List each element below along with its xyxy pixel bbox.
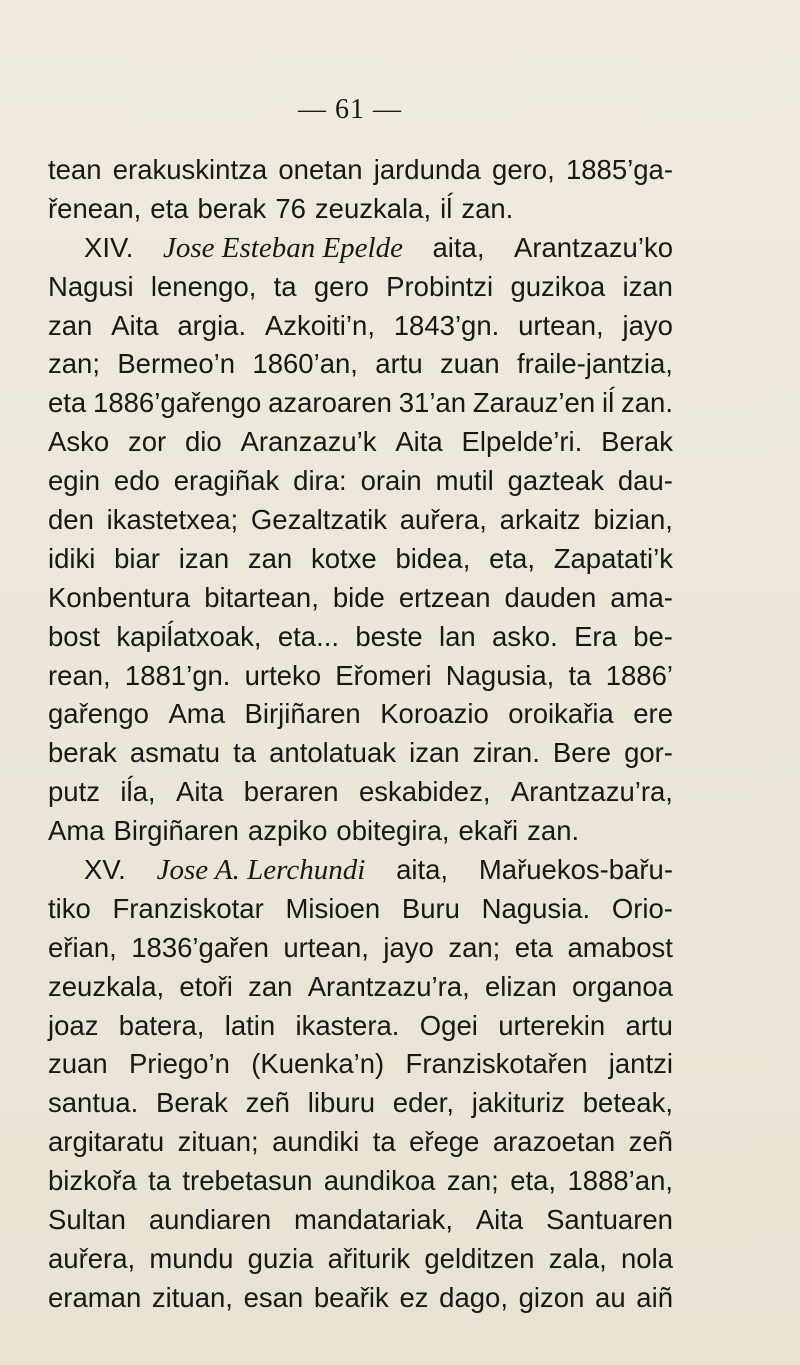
text-line [48, 1240, 673, 1279]
word: zan [247, 542, 293, 574]
page-number: — 61 — [298, 94, 402, 125]
word: trebetasun [182, 1165, 313, 1197]
word: erakuskintza [112, 154, 268, 185]
word: dauden [504, 581, 597, 613]
word: zuan [440, 348, 500, 380]
word: izan [622, 270, 673, 302]
word: gařengo [48, 698, 149, 730]
word: urterekin [498, 1009, 606, 1041]
word: Santuaren [546, 1204, 673, 1236]
text-line [48, 384, 673, 423]
word: ařiturik [327, 1242, 411, 1274]
word: Nagusi [48, 270, 134, 302]
text-line [48, 579, 673, 618]
word: Ogei [419, 1009, 478, 1041]
word: iĺ [601, 387, 615, 419]
word: eta [48, 387, 87, 419]
word: jayo [622, 309, 673, 341]
word: Ama [168, 698, 225, 730]
word: aita, [432, 231, 485, 263]
text-line [48, 268, 673, 307]
word: ekaři [458, 815, 519, 847]
word: aita, [396, 854, 449, 886]
word: Franziskotařen [405, 1048, 588, 1080]
word: XIV. [84, 231, 134, 263]
word: ta [568, 659, 592, 691]
word: aundikoa [323, 1165, 436, 1197]
word: mutil [435, 465, 494, 497]
word: Aita [111, 309, 159, 341]
word: arkaitz [499, 504, 581, 536]
word: ta [372, 1126, 396, 1158]
word: Arantzazu’ra, [510, 776, 673, 808]
word: Berak [601, 426, 673, 458]
text-line [48, 1201, 673, 1240]
word: Buru [401, 892, 460, 924]
word: 1860’an, [252, 348, 358, 380]
word: azpiko [247, 815, 328, 847]
word: aundiaren [148, 1204, 272, 1236]
word: kapiĺatxoak, [116, 620, 262, 652]
word: zan; [448, 931, 501, 963]
word: Zarauz’en [472, 387, 596, 419]
word: arazoetan [492, 1126, 616, 1158]
word: zan [248, 970, 293, 1002]
word: guzia [247, 1242, 314, 1274]
word: be- [633, 620, 673, 652]
word: zeñ [245, 1087, 290, 1119]
word: beraren [243, 776, 339, 808]
word: Koroazio [380, 698, 489, 730]
text-line [48, 1123, 673, 1162]
word: Elpelde’ri. [461, 426, 583, 458]
word: zala, [548, 1242, 607, 1274]
word: asko. [492, 620, 558, 652]
word: biar [114, 542, 160, 574]
word: etoři [179, 970, 233, 1002]
word: putz [48, 776, 100, 808]
word: zan. [527, 815, 580, 847]
word: Azkoiti’n, [264, 309, 375, 341]
word: berak [197, 192, 267, 224]
word: obitegira, [336, 815, 450, 847]
word: dago, [439, 1281, 508, 1313]
word: tean [48, 154, 102, 185]
word: santua. [48, 1087, 139, 1119]
word: liburu [307, 1087, 376, 1119]
text-line [48, 734, 673, 773]
text-line [48, 423, 673, 462]
word: Berak [156, 1087, 228, 1119]
body-text [48, 151, 673, 1318]
word: zeñ [628, 1126, 673, 1158]
word: guzikoa [510, 270, 606, 302]
word: zeuzkala, [314, 192, 432, 224]
word: urtean, [518, 309, 604, 341]
word: Eřomeri [335, 659, 432, 691]
text-line [48, 190, 673, 229]
word: rean, [48, 659, 111, 691]
text-line [48, 462, 673, 501]
text-line [48, 657, 673, 696]
word: Konbentura [48, 581, 191, 613]
word: zor [127, 426, 167, 458]
word: Nagusia. [481, 892, 591, 924]
text-line [48, 345, 673, 384]
word: beařik [313, 1281, 389, 1313]
word: zan [48, 309, 93, 341]
word: jantzi [608, 1048, 673, 1080]
word: Probintzi [386, 270, 494, 302]
word: 1885’ga- [565, 154, 673, 185]
word: kotxe [310, 542, 377, 574]
word: 1886’gařengo [93, 387, 262, 419]
word: Orio- [611, 892, 673, 924]
word: Mařuekos-bařu- [478, 854, 673, 886]
word: řenean, [48, 192, 142, 224]
word: lenengo, [150, 270, 257, 302]
word: aundiki [272, 1126, 360, 1158]
word: bizkořa [48, 1165, 137, 1197]
word: XV. [84, 854, 126, 886]
word: egin [48, 465, 100, 497]
word: gelditzen [424, 1242, 535, 1274]
text-line [48, 851, 673, 890]
italic-name: Jose Esteban Epelde [162, 231, 403, 264]
word: Misioen [285, 892, 381, 924]
word: eta [150, 192, 189, 224]
word: Asko [48, 426, 110, 458]
word: ikastera. [295, 1009, 400, 1041]
word: Birgiñaren [113, 815, 239, 847]
word: batera, [118, 1009, 205, 1041]
word: dau- [617, 465, 673, 497]
word: zan. [461, 192, 514, 224]
word: zan; [48, 348, 100, 380]
word: azaroaren [268, 387, 392, 419]
word: 1881’gn. [124, 659, 231, 691]
word: zituan; [177, 1126, 259, 1158]
word: auřera, [399, 504, 487, 536]
text-line [48, 1084, 673, 1123]
word: Arantzazu’ra, [307, 970, 470, 1002]
word: zuan [48, 1048, 108, 1080]
word: ziran. [472, 737, 540, 769]
word: Nagusia, [445, 659, 555, 691]
word: Aita [395, 426, 443, 458]
text-line [48, 151, 673, 190]
word: ere [633, 698, 673, 730]
word: iĺa, [120, 776, 156, 808]
word: eřege [409, 1126, 480, 1158]
word: Zapatati’k [553, 542, 673, 574]
word: Bere [552, 737, 611, 769]
word: Birjiñaren [244, 698, 361, 730]
word: iĺ [440, 192, 453, 224]
word: asmatu [129, 737, 221, 769]
word: amabost [567, 931, 673, 963]
word: orain [360, 465, 422, 497]
word: dio [184, 426, 222, 458]
word: nola [621, 1242, 673, 1274]
word: argia. [177, 309, 247, 341]
word: latin [224, 1009, 276, 1041]
italic-name: Jose A. Lerchundi [156, 854, 366, 887]
word: eřian, [48, 931, 117, 963]
word: gazteak [507, 465, 604, 497]
word: beste [355, 620, 423, 652]
word: artu [625, 1009, 673, 1041]
word: gor- [624, 737, 673, 769]
word: zituan, [151, 1281, 233, 1313]
word: idiki [48, 542, 96, 574]
word: jakituriz [471, 1087, 565, 1119]
word: esan [243, 1281, 304, 1313]
word: Priego’n [128, 1048, 230, 1080]
word: berak [48, 737, 117, 769]
word: eta... [277, 620, 340, 652]
word: oroikařia [508, 698, 614, 730]
word: Arantzazu’ko [514, 231, 673, 263]
word: bitartean, [204, 581, 319, 613]
word: auřera, [48, 1242, 136, 1274]
word: eskabidez, [359, 776, 491, 808]
word: beteak, [582, 1087, 673, 1119]
word: Bermeo’n [117, 348, 236, 380]
text-line [48, 307, 673, 346]
word: eraman [48, 1281, 142, 1313]
word: 31’an [398, 387, 467, 419]
word: urtean, [283, 931, 369, 963]
word: artu [375, 348, 423, 380]
text-line [48, 1162, 673, 1201]
word: zeuzkala, [48, 970, 165, 1002]
word: ez [399, 1281, 429, 1313]
word: Aita [475, 1204, 524, 1236]
word: 1836’gařen [131, 931, 269, 963]
word: jayo [383, 931, 434, 963]
text-line [48, 1007, 673, 1046]
word: argitaratu [48, 1126, 165, 1158]
word: zan; [446, 1165, 499, 1197]
text-line [48, 540, 673, 579]
word: eragiñak [173, 465, 280, 497]
word: mundu [149, 1242, 234, 1274]
word: gero [313, 270, 369, 302]
word: bost [48, 620, 100, 652]
word: Aita [175, 776, 224, 808]
word: Era [574, 620, 617, 652]
word: gero, [492, 154, 555, 185]
word: bide [332, 581, 385, 613]
word: Franziskotar [112, 892, 264, 924]
word: mandatariak, [294, 1204, 453, 1236]
word: eta, [489, 542, 535, 574]
word: onetan [278, 154, 363, 185]
word: au [595, 1281, 626, 1313]
word: gizon [518, 1281, 585, 1313]
word: izan [409, 737, 460, 769]
word: antolatuak [269, 737, 397, 769]
word: ikastetxea; [106, 504, 239, 536]
text-line [48, 890, 673, 929]
word: fraile-jantzia, [517, 348, 673, 380]
word: 1843’gn. [393, 309, 500, 341]
word: eta [514, 931, 553, 963]
text-line [48, 773, 673, 812]
word: ta [148, 1165, 171, 1197]
text-line [48, 812, 673, 851]
word: Aranzazu’k [240, 426, 377, 458]
word: ta [273, 270, 297, 302]
word: bizian, [593, 504, 673, 536]
word: dira: [293, 465, 347, 497]
word: urteko [244, 659, 322, 691]
word: Ama [48, 815, 105, 847]
text-line [48, 229, 673, 268]
word: eta, [510, 1165, 557, 1197]
word: (Kuenka’n) [251, 1048, 385, 1080]
word: tiko [48, 892, 91, 924]
word: organoa [572, 970, 673, 1002]
text-line [48, 929, 673, 968]
word: izan [178, 542, 230, 574]
word: 76 [275, 192, 306, 224]
word: zan. [621, 387, 673, 419]
word: ama- [610, 581, 673, 613]
text-line [48, 968, 673, 1007]
word: 1888’an, [567, 1165, 673, 1197]
word: aiñ [636, 1281, 673, 1313]
text-line [48, 1045, 673, 1084]
text-line [48, 1279, 673, 1318]
word: den [48, 504, 94, 536]
word: lan [438, 620, 476, 652]
word: bidea, [395, 542, 471, 574]
word: 1886’ [605, 659, 673, 691]
text-line [48, 618, 673, 657]
text-line [48, 501, 673, 540]
word: joaz [48, 1009, 99, 1041]
word: ta [233, 737, 257, 769]
word: Sultan [48, 1204, 126, 1236]
word: jardunda [373, 154, 481, 185]
word: elizan [484, 970, 557, 1002]
text-line [48, 695, 673, 734]
word: eder, [392, 1087, 454, 1119]
word: Gezaltzatik [250, 504, 387, 536]
word: edo [113, 465, 160, 497]
word: ertzean [398, 581, 491, 613]
